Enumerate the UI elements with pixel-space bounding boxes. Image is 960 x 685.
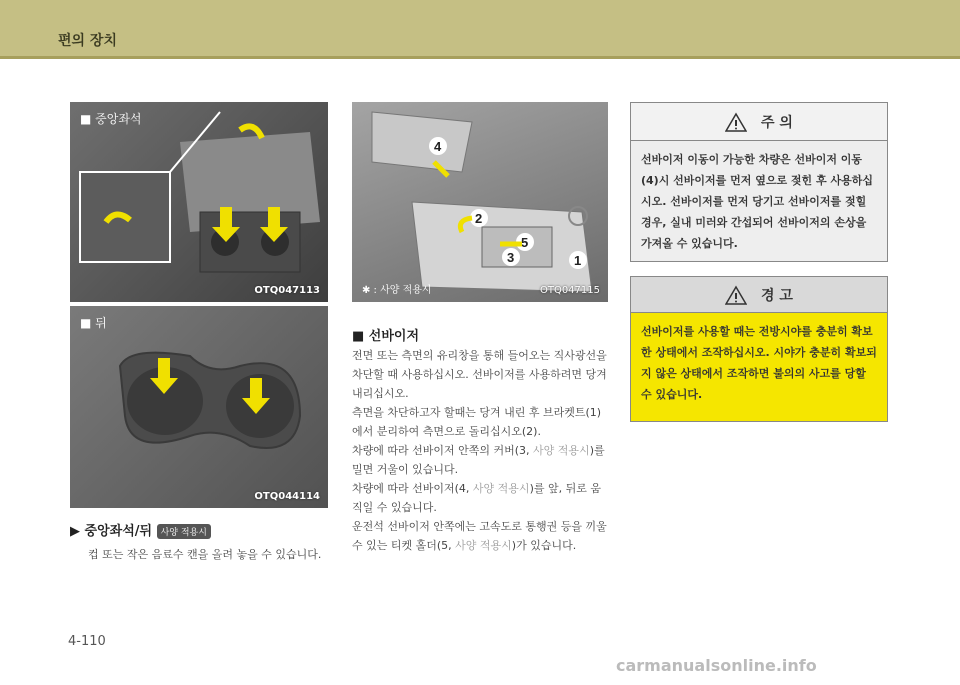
photo-code: OTQ047113 (254, 285, 320, 296)
rear-section-title: ▶ 중앙좌석/뒤 사양 적용시 (70, 520, 211, 539)
curved-arrow-icon (240, 126, 262, 138)
caution-title: 주 의 (761, 114, 793, 131)
warning-box (630, 276, 888, 422)
warning-title: 경 고 (761, 287, 793, 304)
sun-visor-illustration (352, 102, 608, 302)
watermark: carmanualsonline.info (616, 656, 817, 675)
callout-2: 2 (475, 211, 483, 226)
rear-section-text: 컵 또는 작은 음료수 캔을 올려 놓을 수 있습니다. (88, 548, 322, 561)
center-seat-cupholder-photo (70, 102, 328, 302)
callout-4: 4 (434, 139, 442, 154)
page-number: 4-110 (68, 634, 106, 649)
sun-visor-photo (352, 102, 608, 302)
visor-upper (372, 112, 472, 172)
photo-code: OTQ044114 (254, 491, 320, 502)
photo-code: OTQ047115 (539, 285, 600, 296)
caution-header (631, 103, 887, 141)
page-section-title: 편의 장치 (58, 33, 117, 49)
visor-paragraph: 측면을 차단하고자 할때는 당겨 내린 후 브라켓트(1)에서 분리하여 측면으로 돌리십시오(2). (352, 406, 602, 438)
photo-label: ■ 중앙좌석 (80, 112, 142, 126)
callout-3: 3 (507, 250, 515, 265)
callout-5: 5 (521, 235, 529, 250)
spec-badge: 사양 적용시 (157, 524, 211, 539)
header-bar (0, 0, 960, 56)
warning-triangle-icon (725, 285, 747, 305)
visor-paragraph: 전면 또는 측면의 유리창을 통해 들어오는 직사광선을 차단할 때 사용하십시오. 선바이저를 사용하려면 당겨 내리십시오. (352, 349, 607, 400)
visor-section-title: ■ 선바이저 (352, 329, 420, 344)
callout-1: 1 (574, 253, 582, 268)
warning-header (631, 277, 887, 313)
visor-section-text (352, 346, 610, 555)
center-seat-illustration (70, 102, 328, 302)
caution-text: 선바이저 이동이 가능한 차량은 선바이저 이동(4)시 선바이저를 먼저 옆으로 젖힌 후 사용하십시오. 선바이저를 먼저 당기고 선바이저를 젖힐 경우, 실내 미러와 간섭되어 선바이저의 손상을 가져올 수 있습니다. (641, 153, 873, 250)
warning-triangle-icon (725, 112, 747, 132)
photo-label: ■ 뒤 (80, 316, 107, 330)
visor-paragraph: 운전석 선바이저 안쪽에는 고속도로 통행권 등을 끼울수 있는 티켓 홀더(5, 사양 적용시)가 있습니다. (352, 520, 607, 552)
rear-cupholder-photo (70, 306, 328, 508)
visor-legend: ✱ : 사양 적용시 (362, 285, 432, 296)
header-divider (0, 56, 960, 59)
warning-text: 선바이저를 사용할 때는 전방시야를 충분히 확보한 상태에서 조작하십시오. 시야가 충분히 확보되지 않은 상태에서 조작하면 불의의 사고를 당할 수 있습니다. (641, 325, 877, 401)
rear-cupholder-illustration (70, 306, 328, 508)
visor-paragraph: 차량에 따라 선바이저 안쪽의 커버(3, 사양 적용시)를 밀면 거울이 있습니다. (352, 444, 605, 476)
visor-paragraph: 차량에 따라 선바이저(4, 사양 적용시)를 앞, 뒤로 움직일 수 있습니다. (352, 482, 601, 514)
caution-box (630, 102, 888, 262)
